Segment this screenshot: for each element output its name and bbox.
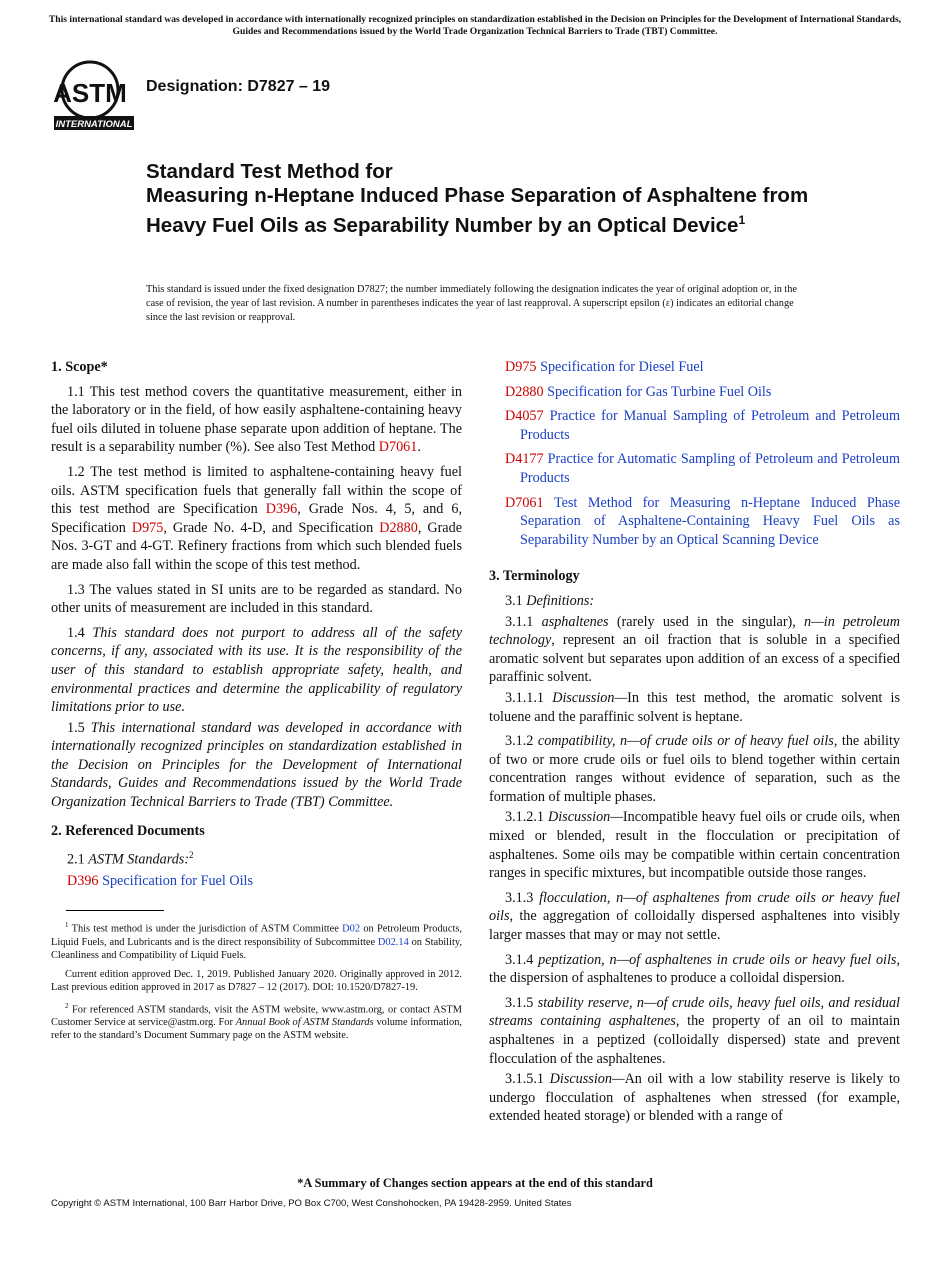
link-d2880[interactable]: D2880 <box>379 519 418 536</box>
link-d02-14[interactable]: D02.14 <box>377 936 409 948</box>
link-d02[interactable]: D02 <box>342 923 361 935</box>
left-column <box>51 358 462 1048</box>
para-3-1: 3.1 Definitions: <box>505 592 595 609</box>
para-1-3: 1.3 The values stated in SI units are to be regarded as standard. No other units of measurement are included in this standard. <box>51 581 462 617</box>
para-3-1-2: 3.1.2 compatibility, n—of crude oils or of heavy fuel oils, the ability of two or more crude oils or fuel oils to blend together within certain concentration ranges without evidence of separation, such as the formation of multiple phases. <box>489 733 900 805</box>
issued-statement: This standard is issued under the fixed designation D7827; the number immediately following the designation indicates the year of original adoption or, in the case of revision, the year of last revision. A number in parentheses indicates the year of last reapproval. A superscript epsilon (ε) indicates an editorial change since the last revision or reapproval. <box>146 284 798 323</box>
document-title <box>146 160 846 238</box>
logo-caption: INTERNATIONAL <box>55 119 133 130</box>
right-column <box>489 358 900 1132</box>
title-line-2: Measuring n-Heptane Induced Phase Separation of Asphaltene from Heavy Fuel Oils as Separability Number by an Optical Device <box>146 184 809 237</box>
footnote-rule <box>66 910 164 911</box>
para-1-1: 1.1 This test method covers the quantitative measurement, either in the laboratory or in the field, of how easily asphaltene-containing heavy fuel oils diluted in toluene phase separate upon addition of heptane. The result is a separability number (%). See also Test Method D7061. <box>51 383 463 456</box>
para-3-1-1: 3.1.1 asphaltenes (rarely used in the singular), n—in petroleum technology, represent an oil fraction that is soluble in a specified aromatic solvent but separates upon addition of an excess of a specified paraffinic solvent. <box>489 613 901 686</box>
para-1-2: 1.2 The test method is limited to asphaltene-containing heavy fuel oils. ASTM specification fuels that generally fall within the scope of this test method are Specification D396, Grade Nos. 4, 5, and 6, Specification D975, Grade No. 4-D, and Specification D2880, Grade Nos. 3-GT and 4-GT. Refinery fractions from which such blended fuels are made also fall within the scope of this test method. <box>51 463 462 573</box>
para-3-1-5: 3.1.5 stability reserve, n—of crude oils, heavy fuel oils, and residual streams containing asphaltenes, the property of an oil to maintain asphaltenes in a peptized (colloidally dispersed) state and prevent flocculation of the asphaltenes. <box>489 994 900 1067</box>
ref-d4177[interactable]: D4177 Practice for Automatic Sampling of Petroleum and Petroleum Products <box>505 451 901 486</box>
para-3-1-3: 3.1.3 flocculation, n—of asphaltenes from crude oils or heavy fuel oils, the aggregation of colloidally dispersed asphaltenes into visibly larger masses that may or may not settle. <box>489 889 900 944</box>
title-line-1: Standard Test Method for <box>146 160 393 183</box>
ref-d4057[interactable]: D4057 Practice for Manual Sampling of Petroleum and Petroleum Products <box>505 408 901 443</box>
link-d396[interactable]: D396 <box>265 501 298 518</box>
copyright-line: Copyright © ASTM International, 100 Barr Harbor Drive, PO Box C700, West Conshohocken, PA 19428-2959. United States <box>51 1198 572 1209</box>
summary-of-changes-note: *A Summary of Changes section appears at the end of this standard <box>297 1176 653 1190</box>
title-footnote-mark: 1 <box>738 213 746 227</box>
section-3-heading: 3. Terminology <box>489 568 580 585</box>
para-3-1-4: 3.1.4 peptization, n—of asphaltenes in crude oils or heavy fuel oils, the dispersion of asphaltenes to produce a colloidal dispersion. <box>489 951 901 987</box>
para-3-1-2-1: 3.1.2.1 Discussion—Incompatible heavy fuel oils or crude oils, when mixed or blended, result in the flocculation or precipitation of asphaltenes. Some oils may be compatible within certain concentration ranges in specific mixtures, but incompatible outside those ranges. <box>489 809 900 882</box>
ref-d7061[interactable]: D7061 Test Method for Measuring n-Heptane Induced Phase Separation of Asphaltene-Containing Heavy Fuel Oils as Separability Number by an Optical Scanning Device <box>505 494 900 548</box>
para-1-5: 1.5 This international standard was developed in accordance with internationally recognized principles on standardization established in the Decision on Principles for the Development of International Standards, Guides and Recommendations issued by the World Trade Organization Technical Barriers to Trade (TBT) Committee. <box>51 719 462 811</box>
footnote-2: $^2$ For referenced ASTM standards, visit the ASTM website, www.astm.org, or contact ASTM Customer Service at service@astm.org. For Annual Book of ASTM Standards volume information, refer to the standard’s Document Summary page on the ASTM website. <box>51 1001 463 1042</box>
section-2-heading: 2. Referenced Documents <box>51 822 205 839</box>
designation: Designation: D7827 – 19 <box>146 78 331 95</box>
ref-d2880[interactable]: D2880 Specification for Gas Turbine Fuel Oils <box>505 383 772 400</box>
ref-d975[interactable]: D975 Specification for Diesel Fuel <box>505 359 704 375</box>
para-1-4: 1.4 This standard does not purport to address all of the safety concerns, if any, associated with its use. It is the responsibility of the user of this standard to establish appropriate safety, health, and environmental practices and determine the applicability of regulatory limitations prior to use. <box>51 624 462 716</box>
link-d975[interactable]: D975 <box>131 519 164 536</box>
footnote-1: $^1$ This test method is under the jurisdiction of ASTM Committee D02 on Petroleum Products, Liquid Fuels, and Lubricants and is the direct responsibility of Subcommittee D02.14 on Stability, Cleanliness and Compatibility of Liquid Fuels. <box>51 921 462 961</box>
para-3-1-1-1: 3.1.1.1 Discussion—In this test method, the aromatic solvent is toluene and the paraffinic solvent is heptane. <box>489 689 901 725</box>
para-3-1-5-1: 3.1.5.1 Discussion—An oil with a low stability reserve is likely to undergo flocculation of asphaltenes when stressed (for example, extended heated storage) or blended with a range of <box>489 1071 900 1125</box>
section-1-heading: 1. Scope* <box>51 359 108 375</box>
astm-international-logo <box>52 58 136 132</box>
link-d7061[interactable]: D7061 <box>378 439 418 456</box>
ref-d396[interactable]: D396 Specification for Fuel Oils <box>67 872 253 889</box>
footnote-1-edition: Current edition approved Dec. 1, 2019. Published January 2020. Originally approved in 2012. Last previous edition approved in 2017 as D7827 – 12 (2017). DOI: 10.1520/D7827-19. <box>51 968 462 993</box>
logo-letters: ASTM <box>53 78 127 108</box>
tbt-notice: This international standard was developed in accordance with internationally recognized principles on standardization established in the Decision on Principles for the Development of International Standards, Guides and Recommendations issued by the World Trade Organization Technical Barriers to Trade (TBT) Committee. <box>48 14 902 37</box>
para-2-1: 2.1 ASTM Standards:$^2$ <box>67 850 194 868</box>
